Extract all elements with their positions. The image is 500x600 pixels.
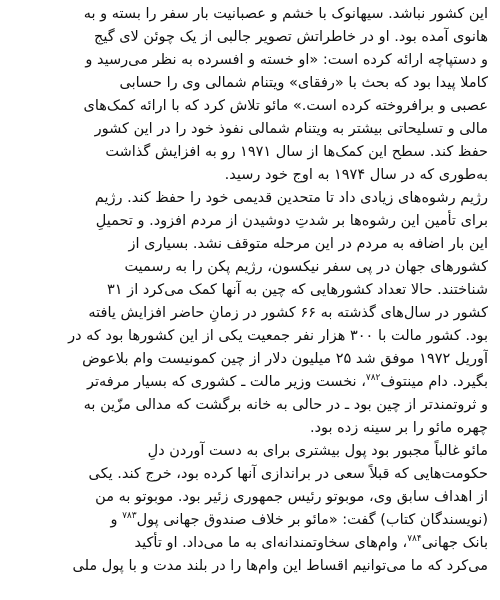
text-segment: ، نخست وزیر مالت ـ کشوری که بسیار مرفه‌تر xyxy=(87,374,366,390)
text-segment: (نویسندگان کتاب) گفت: «مائو بر خلاف صندوق جهانی پول xyxy=(136,512,488,528)
text-line: این بار اضافه به مردم در این مرحله متوقف نشد. بسیاری از xyxy=(128,236,488,252)
paragraph-2 xyxy=(10,187,488,440)
text-line: عصبی و برافروخته کرده است.» مائو تلاش کرد که با ارائه کمک‌های xyxy=(83,98,488,114)
paragraph-1 xyxy=(10,3,488,187)
text-line: مالی و تسلیحاتی بیشتر به ویتنام شمالی نفوذ خود را در این کشور xyxy=(94,121,488,137)
text-segment: بگیرد. دام مینتوف xyxy=(380,374,488,390)
text-line: این کشور نباشد. سیهانوک با خشم و عصبانیت بار سفر را بسته و به xyxy=(83,6,488,22)
text-line: بود. کشور مالت با ۳۰۰ هزار نفر جمعیت یکی از این کشورها بود که در xyxy=(68,328,488,344)
text-line: کشورهای جهان در پی سفر نیکسون، رژیم پکن را به رسمیت xyxy=(124,259,488,275)
text-line: از اهداف سابق وی، موبوتو رئیس جمهوری زئیر بود. موبوتو به من xyxy=(95,489,488,505)
footnote-marker[interactable]: ۷۸۴ xyxy=(407,534,422,545)
text-line: و ثروتمندتر از چین بود ـ در حالی به خانه برگشت که مدالی مزّین به xyxy=(83,397,488,413)
text-segment: و xyxy=(110,512,123,528)
text-line: مائو غالباً مجبور بود پول بیشتری برای به دست آوردن دلِ xyxy=(147,443,488,459)
text-segment: بانک جهانی xyxy=(421,535,488,551)
text-line: حکومت‌هایی که قبلاً سعی در براندازی آنها کرده بود، خرج کند. یکی xyxy=(88,466,488,482)
text-line: کشور در سال‌های گذشته به ۶۶ کشور در زمانِ حاضر افزایش یافته xyxy=(88,305,488,321)
text-line-with-footnote xyxy=(10,509,488,532)
paragraph-3 xyxy=(10,440,488,578)
text-line: چهره مائو را بر سینه زده بود. xyxy=(309,420,488,436)
text-line: می‌کرد که ما می‌توانیم اقساط این وام‌ها را در بلند مدت و با پول ملی xyxy=(72,558,488,574)
text-line: رژیم رشوه‌های زیادی داد تا متحدین قدیمی خود را حفظ کند. رژیم xyxy=(94,190,488,206)
text-line: و دستپاچه ارائه کرده است: «او خسته و افسرده به نظر می‌رسید و xyxy=(85,52,488,68)
text-line-with-footnote xyxy=(10,532,488,555)
text-line: برای تأمین این رشوه‌ها بر شدتِ دوشیدن از مردم افزود. و تحمیلِ xyxy=(95,213,488,229)
footnote-marker[interactable]: ۷۸۳ xyxy=(122,511,137,522)
text-line: حفظ کند. سطح این کمک‌ها از سال ۱۹۷۱ رو به افزایش گذاشت xyxy=(105,144,488,160)
text-line: هانوی آمده بود. او در خاطراتش تصویر جالبی از یک چوئن لای گیج xyxy=(93,29,488,45)
text-line: به‌طوری که در سال ۱۹۷۴ به اوج خود رسید. xyxy=(224,167,488,183)
text-line: شناختند. حالا تعداد کشورهایی که چین به آنها کمک می‌کرد از ۳۱ xyxy=(107,282,488,298)
text-line-with-footnote xyxy=(10,371,488,394)
text-segment: ، وام‌های سخاوتمندانه‌ای به ما می‌داد. او تأکید xyxy=(134,535,408,551)
text-line: کاملا پیدا بود که بحث با «رفقای» ویتنام شمالی وی را حسابی xyxy=(119,75,488,91)
footnote-marker[interactable]: ۷۸۲ xyxy=(365,373,381,384)
text-line: آوریل ۱۹۷۲ موفق شد ۲۵ میلیون دلار از چین کمونیست وام بلاعوض xyxy=(82,351,488,367)
